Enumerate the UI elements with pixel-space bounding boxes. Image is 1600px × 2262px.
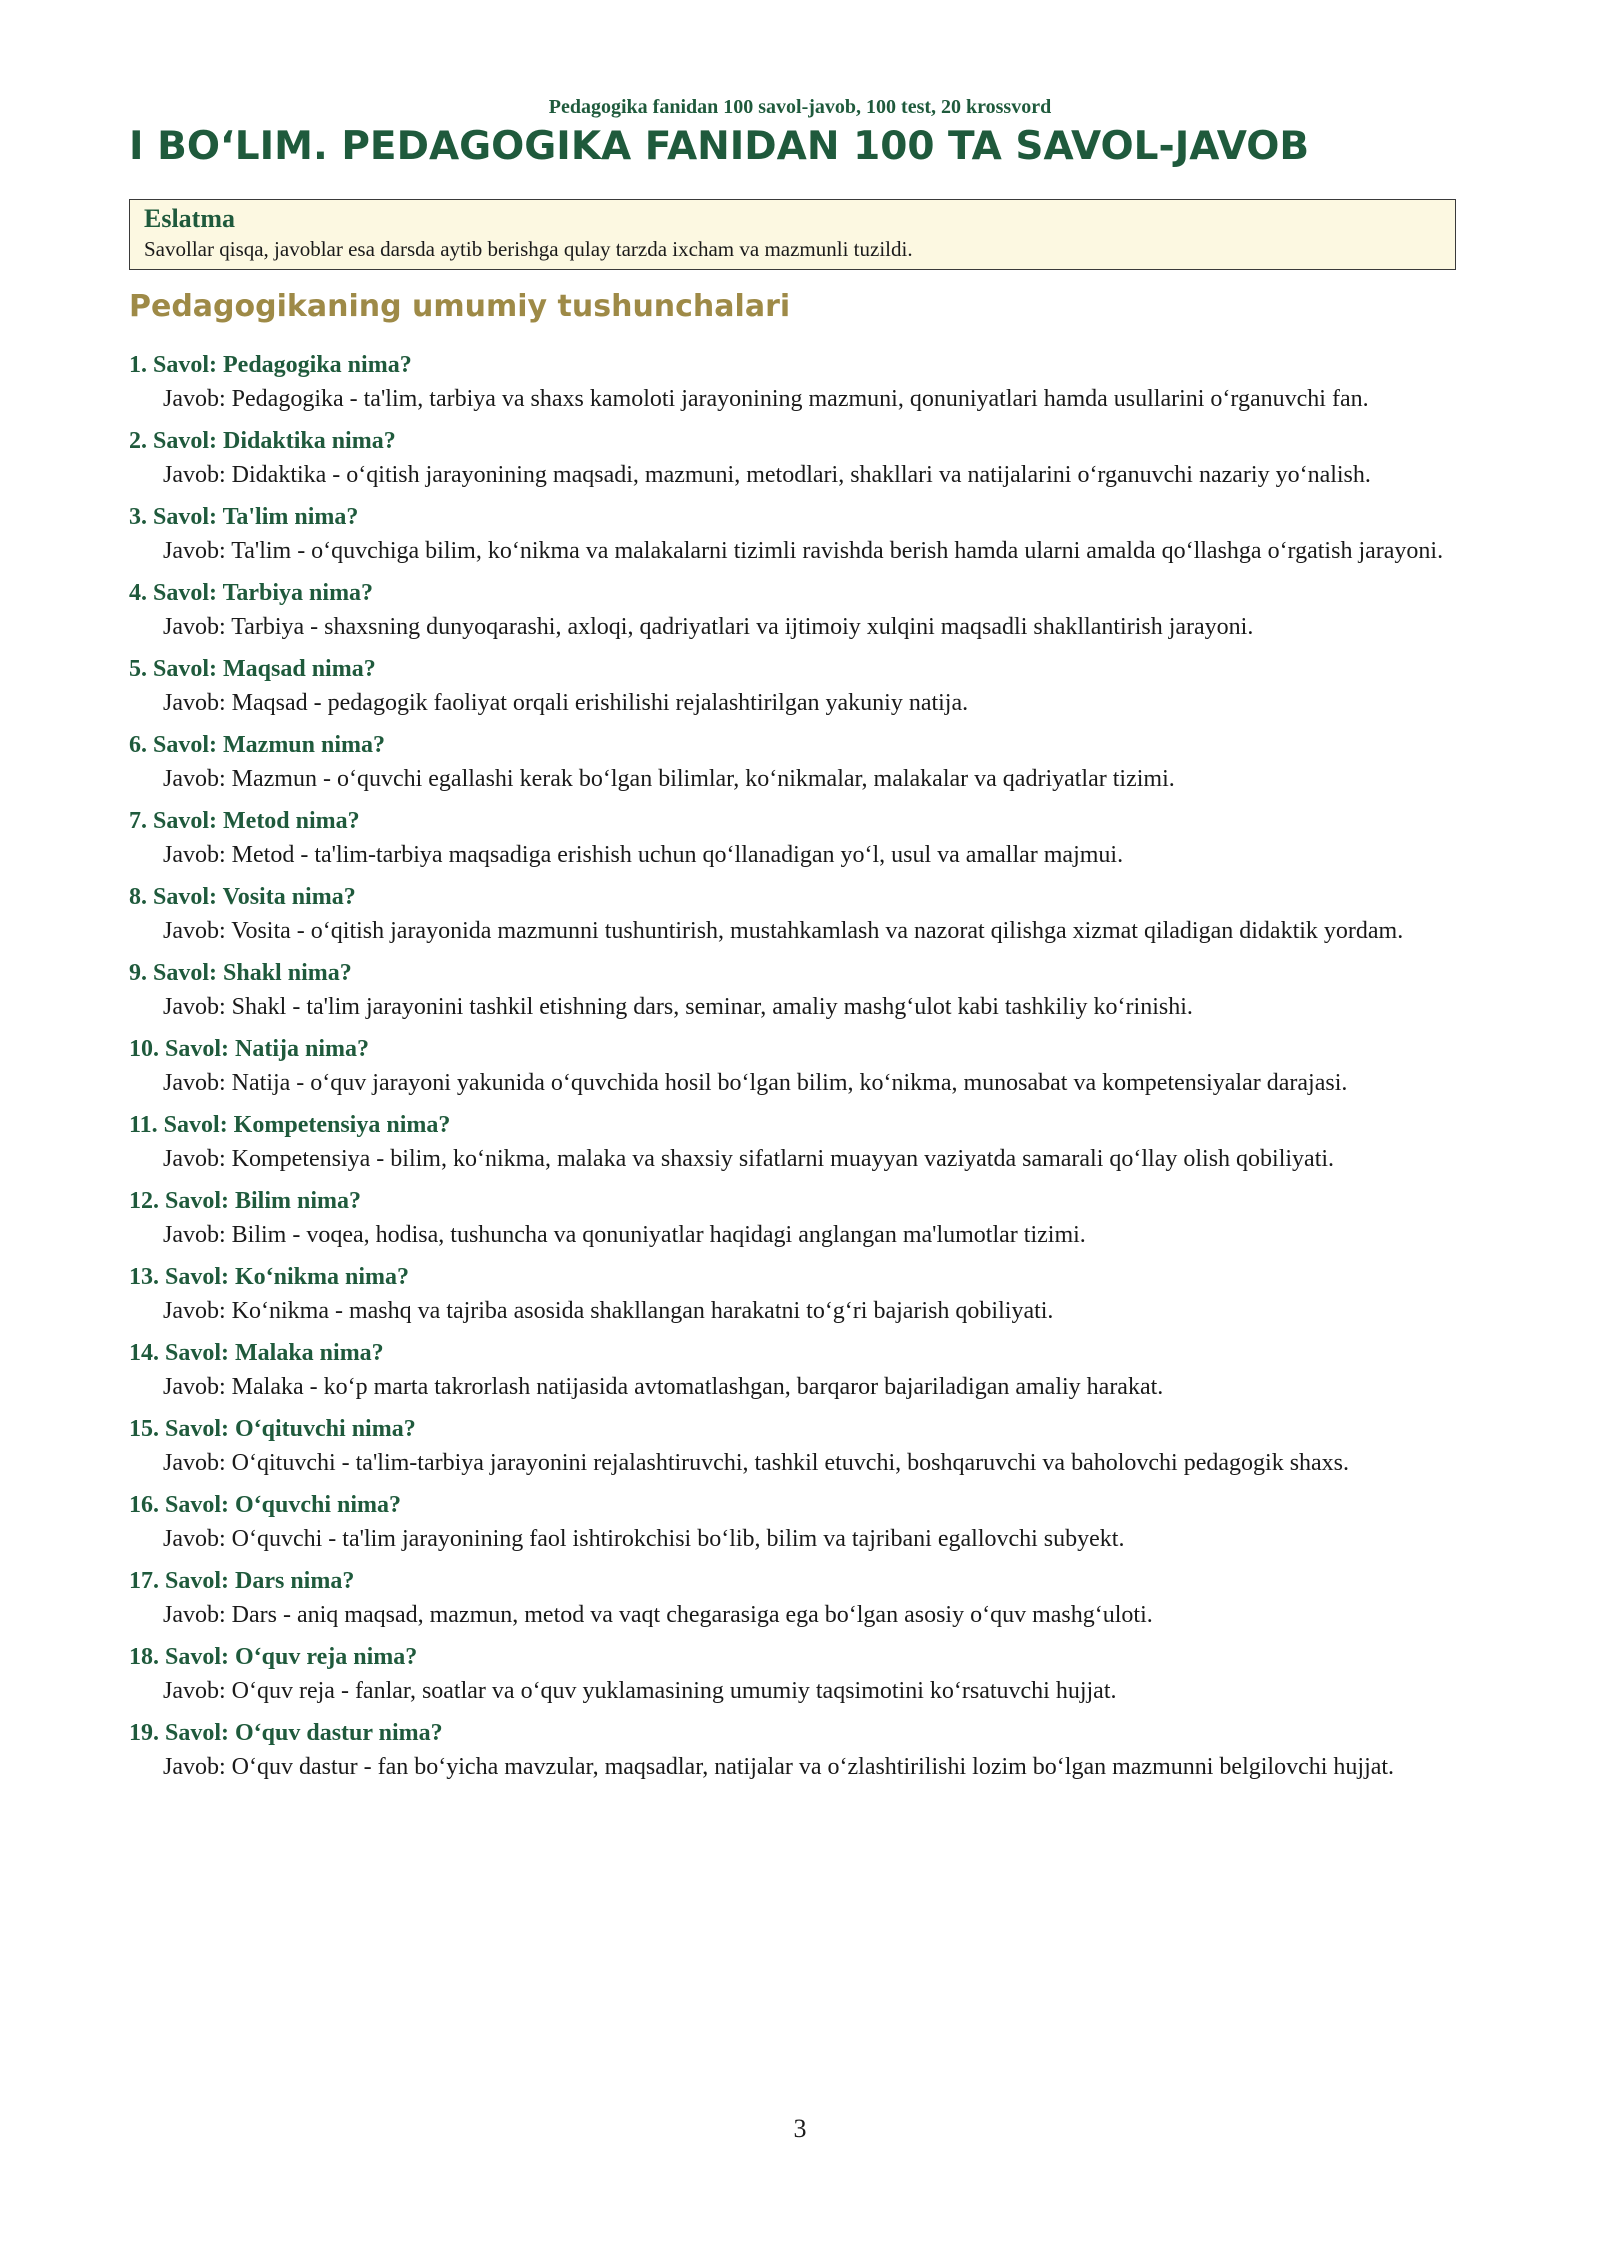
question: 10. Savol: Natija nima? xyxy=(129,1036,369,1062)
question: 3. Savol: Ta'lim nima? xyxy=(129,504,359,530)
qa-item xyxy=(129,1108,1469,1177)
answer: Javob: Kompetensiya - bilim, koʻnikma, malaka va shaxsiy sifatlarni muayyan vaziyatda samarali qoʻllay olish qobiliyati. xyxy=(163,1146,1335,1172)
answer: Javob: Mazmun - oʻquvchi egallashi kerak boʻlgan bilimlar, koʻnikmalar, malakalar va qadriyatlar tizimi. xyxy=(163,766,1175,792)
question: 15. Savol: Oʻqituvchi nima? xyxy=(129,1416,416,1442)
part-title: I BOʻLIM. PEDAGOGIKA FANIDAN 100 TA SAVOL-JAVOB xyxy=(129,124,1310,169)
answer: Javob: Maqsad - pedagogik faoliyat orqali erishilishi rejalashtirilgan yakuniy natija. xyxy=(163,690,969,716)
answer: Javob: Koʻnikma - mashq va tajriba asosida shakllangan harakatni toʻgʻri bajarish qobiliyati. xyxy=(163,1298,1054,1324)
answer: Javob: Didaktika - oʻqitish jarayonining maqsadi, mazmuni, metodlari, shakllari va natijalarini oʻrganuvchi nazariy yoʻnalish. xyxy=(163,462,1371,488)
answer: Javob: Oʻqituvchi - ta'lim-tarbiya jarayonini rejalashtiruvchi, tashkil etuvchi, boshqaruvchi va baholovchi pedagogik shaxs. xyxy=(163,1450,1350,1476)
question: 4. Savol: Tarbiya nima? xyxy=(129,580,374,606)
question: 1. Savol: Pedagogika nima? xyxy=(129,352,412,378)
question: 14. Savol: Malaka nima? xyxy=(129,1340,384,1366)
qa-item xyxy=(129,348,1469,417)
note-title: Eslatma xyxy=(144,204,235,233)
answer: Javob: Natija - oʻquv jarayoni yakunida oʻquvchida hosil boʻlgan bilim, koʻnikma, munosabat va kompetensiyalar darajasi. xyxy=(163,1070,1348,1096)
question: 6. Savol: Mazmun nima? xyxy=(129,732,386,758)
running-header: Pedagogika fanidan 100 savol-javob, 100 test, 20 krossvord xyxy=(548,96,1052,118)
answer: Javob: Oʻquv reja - fanlar, soatlar va oʻquv yuklamasining umumiy taqsimotini koʻrsatuvchi hujjat. xyxy=(163,1678,1117,1704)
qa-item xyxy=(129,500,1469,569)
answer: Javob: Oʻquvchi - ta'lim jarayonining faol ishtirokchisi boʻlib, bilim va tajribani egallovchi subyekt. xyxy=(163,1526,1125,1552)
answer: Javob: Vosita - oʻqitish jarayonida mazmunni tushuntirish, mustahkamlash va nazorat qilishga xizmat qiladigan didaktik yordam. xyxy=(163,918,1404,944)
answer: Javob: Shakl - ta'lim jarayonini tashkil etishning dars, seminar, amaliy mashgʻulot kabi tashkiliy koʻrinishi. xyxy=(163,994,1193,1020)
answer: Javob: Oʻquv dastur - fan boʻyicha mavzular, maqsadlar, natijalar va oʻzlashtirilishi lozim boʻlgan mazmunni belgilovchi hujjat. xyxy=(163,1754,1395,1780)
qa-item xyxy=(129,1564,1469,1633)
question: 16. Savol: Oʻquvchi nima? xyxy=(129,1492,402,1518)
section-title: Pedagogikaning umumiy tushunchalari xyxy=(129,289,791,324)
question: 17. Savol: Dars nima? xyxy=(129,1568,355,1594)
answer: Javob: Pedagogika - ta'lim, tarbiya va shaxs kamoloti jarayonining mazmuni, qonuniyatlari hamda usullarini oʻrganuvchi fan. xyxy=(163,386,1369,412)
question: 8. Savol: Vosita nima? xyxy=(129,884,356,910)
page-number: 3 xyxy=(793,2114,807,2143)
question: 13. Savol: Koʻnikma nima? xyxy=(129,1264,410,1290)
note-box xyxy=(129,199,1456,270)
answer: Javob: Dars - aniq maqsad, mazmun, metod va vaqt chegarasiga ega boʻlgan asosiy oʻquv mashgʻuloti. xyxy=(163,1602,1153,1628)
answer: Javob: Bilim - voqea, hodisa, tushuncha va qonuniyatlar haqidagi anglangan ma'lumotlar tizimi. xyxy=(163,1222,1086,1248)
qa-item xyxy=(129,880,1469,949)
qa-item xyxy=(129,424,1469,493)
qa-item xyxy=(129,1260,1469,1329)
question: 5. Savol: Maqsad nima? xyxy=(129,656,376,682)
qa-item xyxy=(129,652,1469,721)
qa-item xyxy=(129,804,1469,873)
question: 2. Savol: Didaktika nima? xyxy=(129,428,396,454)
qa-item xyxy=(129,1336,1469,1405)
qa-item xyxy=(129,1640,1469,1709)
qa-item xyxy=(129,576,1469,645)
question: 11. Savol: Kompetensiya nima? xyxy=(129,1112,451,1138)
qa-item xyxy=(129,728,1469,797)
question: 19. Savol: Oʻquv dastur nima? xyxy=(129,1720,443,1746)
qa-list xyxy=(129,348,1469,1792)
answer: Javob: Ta'lim - oʻquvchiga bilim, koʻnikma va malakalarni tizimli ravishda berish hamda ularni amalda qoʻllashga oʻrgatish jarayoni. xyxy=(163,538,1444,564)
answer: Javob: Tarbiya - shaxsning dunyoqarashi, axloqi, qadriyatlari va ijtimoiy xulqini maqsadli shakllantirish jarayoni. xyxy=(163,614,1254,640)
question: 9. Savol: Shakl nima? xyxy=(129,960,352,986)
note-text: Savollar qisqa, javoblar esa darsda aytib berishga qulay tarzda ixcham va mazmunli tuzildi. xyxy=(144,237,913,261)
question: 18. Savol: Oʻquv reja nima? xyxy=(129,1644,418,1670)
question: 12. Savol: Bilim nima? xyxy=(129,1188,362,1214)
answer: Javob: Malaka - koʻp marta takrorlash natijasida avtomatlashgan, barqaror bajariladigan amaliy harakat. xyxy=(163,1374,1164,1400)
qa-item xyxy=(129,1032,1469,1101)
qa-item xyxy=(129,1184,1469,1253)
qa-item xyxy=(129,1412,1469,1481)
qa-item xyxy=(129,956,1469,1025)
qa-item xyxy=(129,1716,1469,1785)
question: 7. Savol: Metod nima? xyxy=(129,808,360,834)
answer: Javob: Metod - ta'lim-tarbiya maqsadiga erishish uchun qoʻllanadigan yoʻl, usul va amallar majmui. xyxy=(163,842,1124,868)
qa-item xyxy=(129,1488,1469,1557)
